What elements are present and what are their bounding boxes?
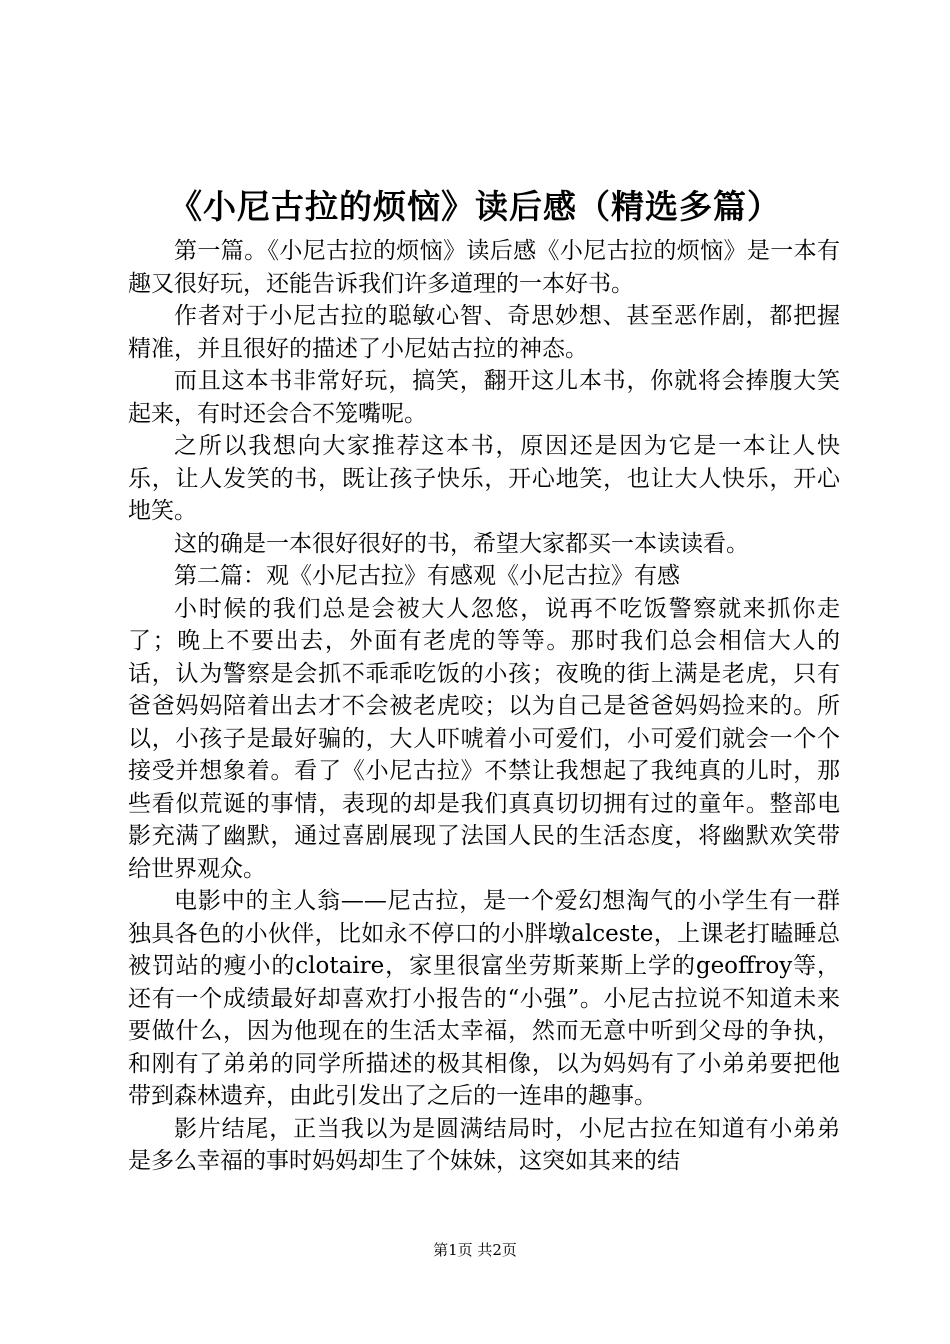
paragraph-4: 之所以我想向大家推荐这本书，原因还是因为它是一本让人快乐，让人发笑的书，既让孩子快乐，开心地笑，也让大人快乐，开心地笑。 (128, 433, 840, 524)
document-title: 《小尼古拉的烦恼》读后感（精选多篇） (169, 187, 781, 226)
paragraph-7: 小时候的我们总是会被大人忽悠，说再不吃饭警察就来抓你走了；晚上不要出去，外面有老虎的等等。那时我们总会相信大人的话，认为警察是会抓不乖乖吃饭的小孩；夜晚的街上满是老虎，只有爸爸妈妈陪着出去才不会被老虎咬；以为自己是爸爸妈妈捡来的。所以，小孩子是最好骗的，大人吓唬着小可爱们，小可爱们就会一个个接受并想象着。看了《小尼古拉》不禁让我想起了我纯真的儿时，那些看似荒诞的事情，表现的却是我们真真切切拥有过的童年。整部电影充满了幽默，通过喜剧展现了法国人民的生活态度，将幽默欢笑带给世界观众。 (128, 595, 840, 882)
paragraph-2: 作者对于小尼古拉的聪敏心智、奇思妙想、甚至恶作剧，都把握精准，并且很好的描述了小尼姑古拉的神态。 (128, 303, 840, 362)
paragraph-3: 而且这本书非常好玩，搞笑，翻开这儿本书，你就将会捧腹大笑起来，有时还会合不笼嘴呢。 (128, 368, 840, 427)
page-number-footer: 第1页 共2页 (433, 1241, 517, 1259)
paragraph-9: 影片结尾，正当我以为是圆满结局时，小尼古拉在知道有小弟弟是多么幸福的事时妈妈却生了个妹妹，这突如其来的结 (128, 1115, 840, 1174)
document-body (128, 235, 840, 1178)
section-heading-2: 第二篇：观《小尼古拉》有感观《小尼古拉》有感 (174, 563, 680, 589)
paragraph-1: 第一篇。《小尼古拉的烦恼》读后感《小尼古拉的烦恼》是一本有趣又很好玩，还能告诉我们许多道理的一本好书。 (128, 238, 840, 297)
paragraph-5: 这的确是一本很好很好的书，希望大家都买一本读读看。 (174, 530, 749, 557)
paragraph-8: 电影中的主人翁——尼古拉，是一个爱幻想淘气的小学生有一群独具各色的小伙伴，比如永不停口的小胖墩alceste，上课老打瞌睡总被罚站的瘦小的clotaire，家里很富坐劳斯莱斯上学的geoffroy等，还有一个成绩最好却喜欢打小报告的“小强”。小尼古拉说不知道未来要做什么，因为他现在的生活太幸福，然而无意中听到父母的争执，和刚有了弟弟的同学所描述的极其相像，以为妈妈有了小弟弟要把他带到森林遗弃，由此引发出了之后的一连串的趣事。 (128, 888, 840, 1109)
